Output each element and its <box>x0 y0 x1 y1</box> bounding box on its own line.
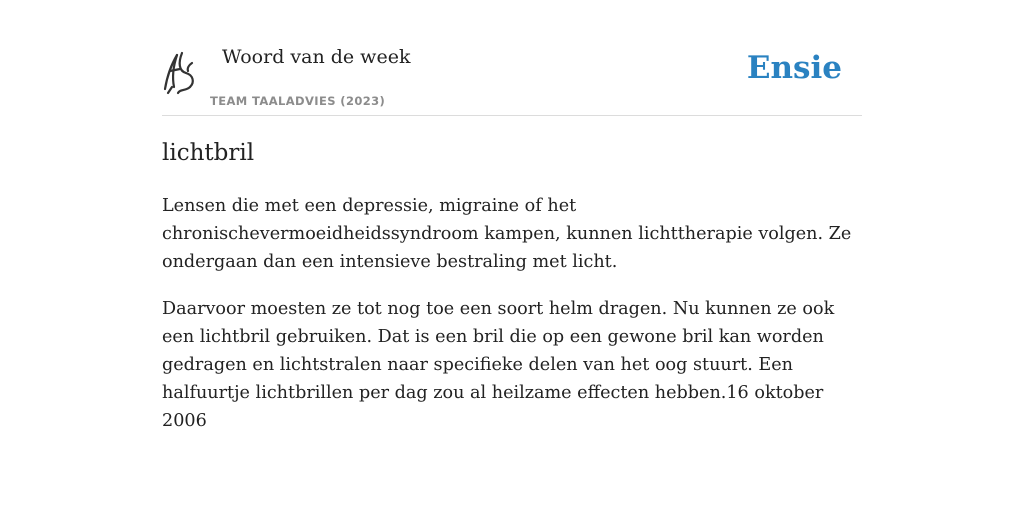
entry-paragraph: Daarvoor moesten ze tot nog toe een soort helm dragen. Nu kunnen ze ook een lichtbril gebruiken. Dat is een bril die op een gewone bril kan worden gedragen en lichtstralen naar specifieke delen van het oog stuurt. Een halfuurtje lichtbrillen per dag zou al heilzame effecten hebben.16 oktober 2006 <box>162 299 835 431</box>
entry-paragraph: Lensen die met een depressie, migraine of het chronischevermoeidheidssyndroom kampen, kunnen lichttherapie volgen. Ze ondergaan dan een intensieve bestraling met licht. <box>162 196 852 272</box>
author-label: TEAM TAALADVIES (2023) <box>210 94 386 108</box>
entry-title: lichtbril <box>162 140 255 166</box>
header-title: Woord van de week <box>222 46 411 68</box>
article-card <box>162 40 862 435</box>
brand-logo-link[interactable]: Ensie <box>746 50 842 86</box>
article-header <box>162 40 862 116</box>
flemish-lion-logo-icon <box>162 49 198 95</box>
